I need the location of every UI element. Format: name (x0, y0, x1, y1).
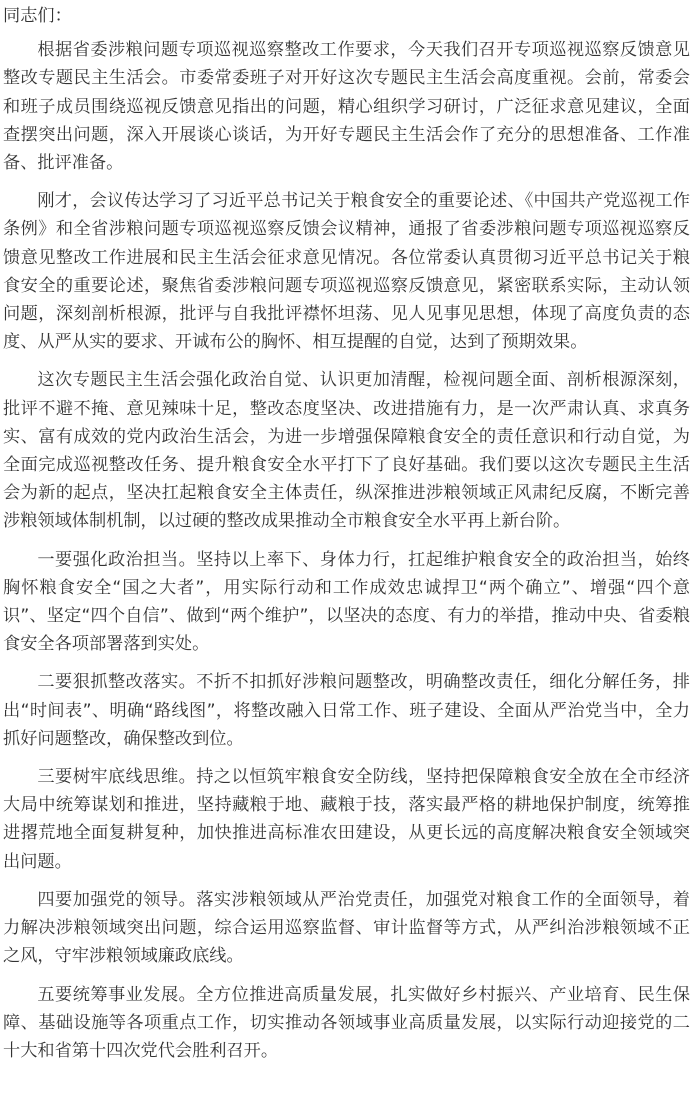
paragraph-point-one: 一要强化政治担当。坚持以上率下、身体力行，扛起维护粮食安全的政治担当，始终胸怀粮食安全“国之大者”，用实际行动和工作成效忠诚捍卫“两个确立”、增强“四个意识”、坚定“四个自信”、做到“两个维护”，以坚决的态度、有力的举措，推动中央、省委粮食安全各项部署落到实处。 (3, 549, 690, 655)
paragraph-point-four: 四要加强党的领导。落实涉粮领域从严治党责任，加强党对粮食工作的全面领导，着力解决涉粮领域突出问题，综合运用巡察监督、审计监督等方式，从严纠治涉粮领域不正之风，守牢涉粮领域廉政底线。 (3, 889, 690, 967)
paragraph-point-two: 二要狠抓整改落实。不折不扣抓好涉粮问题整改，明确整改责任，细化分解任务，排出“时间表”、明确“路线图”，将整改融入日常工作、班子建设、全面从严治党当中，全力抓好问题整改，确保整改到位。 (3, 672, 690, 749)
paragraph-meeting-summary: 刚才，会议传达学习了习近平总书记关于粮食安全的重要论述、《中国共产党巡视工作条例》和全省涉粮问题专项巡视巡察反馈会议精神，通报了省委涉粮问题专项巡视巡察反馈意见整改工作进展和民主生活会征求意见情况。各位常委认真贯彻习近平总书记关于粮食安全的重要论述，聚焦省委涉粮问题专项巡视巡察反馈意见，紧密联系实际，主动认领问题，深刻剖析根源，批评与自我批评襟怀坦荡、见人见事见思想，体现了高度负责的态度、从严从实的要求、开诚布公的胸怀、相互提醒的自觉，达到了预期效果。 (3, 191, 690, 353)
paragraph-opening: 根据省委涉粮问题专项巡视巡察整改工作要求，今天我们召开专项巡视巡察反馈意见整改专题民主生活会。市委常委班子对开好这次专题民主生活会高度重视。会前，常委会和班子成员围绕巡视反馈意见指出的问题，精心组织学习研讨，广泛征求意见建议，全面查摆突出问题，深入开展谈心谈话，为开好专题民主生活会作了充分的思想准备、工作准备、批评准备。 (3, 40, 690, 174)
paragraph-point-five: 五要统筹事业发展。全方位推进高质量发展，扎实做好乡村振兴、产业培育、民生保障、基础设施等各项重点工作，切实推动各领域事业高质量发展，以实际行动迎接党的二十大和省第十四次党代会胜利召开。 (3, 984, 690, 1061)
salutation: 同志们： (3, 6, 72, 26)
paragraph-meeting-evaluation: 这次专题民主生活会强化政治自觉、认识更加清醒，检视问题全面、剖析根源深刻，批评不避不掩、意见辣味十足，整改态度坚决、改进措施有力，是一次严肃认真、求真务实、富有成效的党内政治生活会，为进一步增强保障粮食安全的责任意识和行动自觉，为全面完成巡视整改任务、提升粮食安全水平打下了良好基础。我们要以这次专题民主生活会为新的起点，坚决扛起粮食安全主体责任，纵深推进涉粮领域正风肃纪反腐，不断完善涉粮领域体制机制，以过硬的整改成果推动全市粮食安全水平再上新台阶。 (3, 370, 690, 532)
paragraph-point-three: 三要树牢底线思维。持之以恒筑牢粮食安全防线，坚持把保障粮食安全放在全市经济大局中统筹谋划和推进，坚持藏粮于地、藏粮于技，落实最严格的耕地保护制度，统筹推进撂荒地全面复耕复种，加快推进高标准农田建设，从更长远的高度解决粮食安全领域突出问题。 (3, 767, 690, 872)
